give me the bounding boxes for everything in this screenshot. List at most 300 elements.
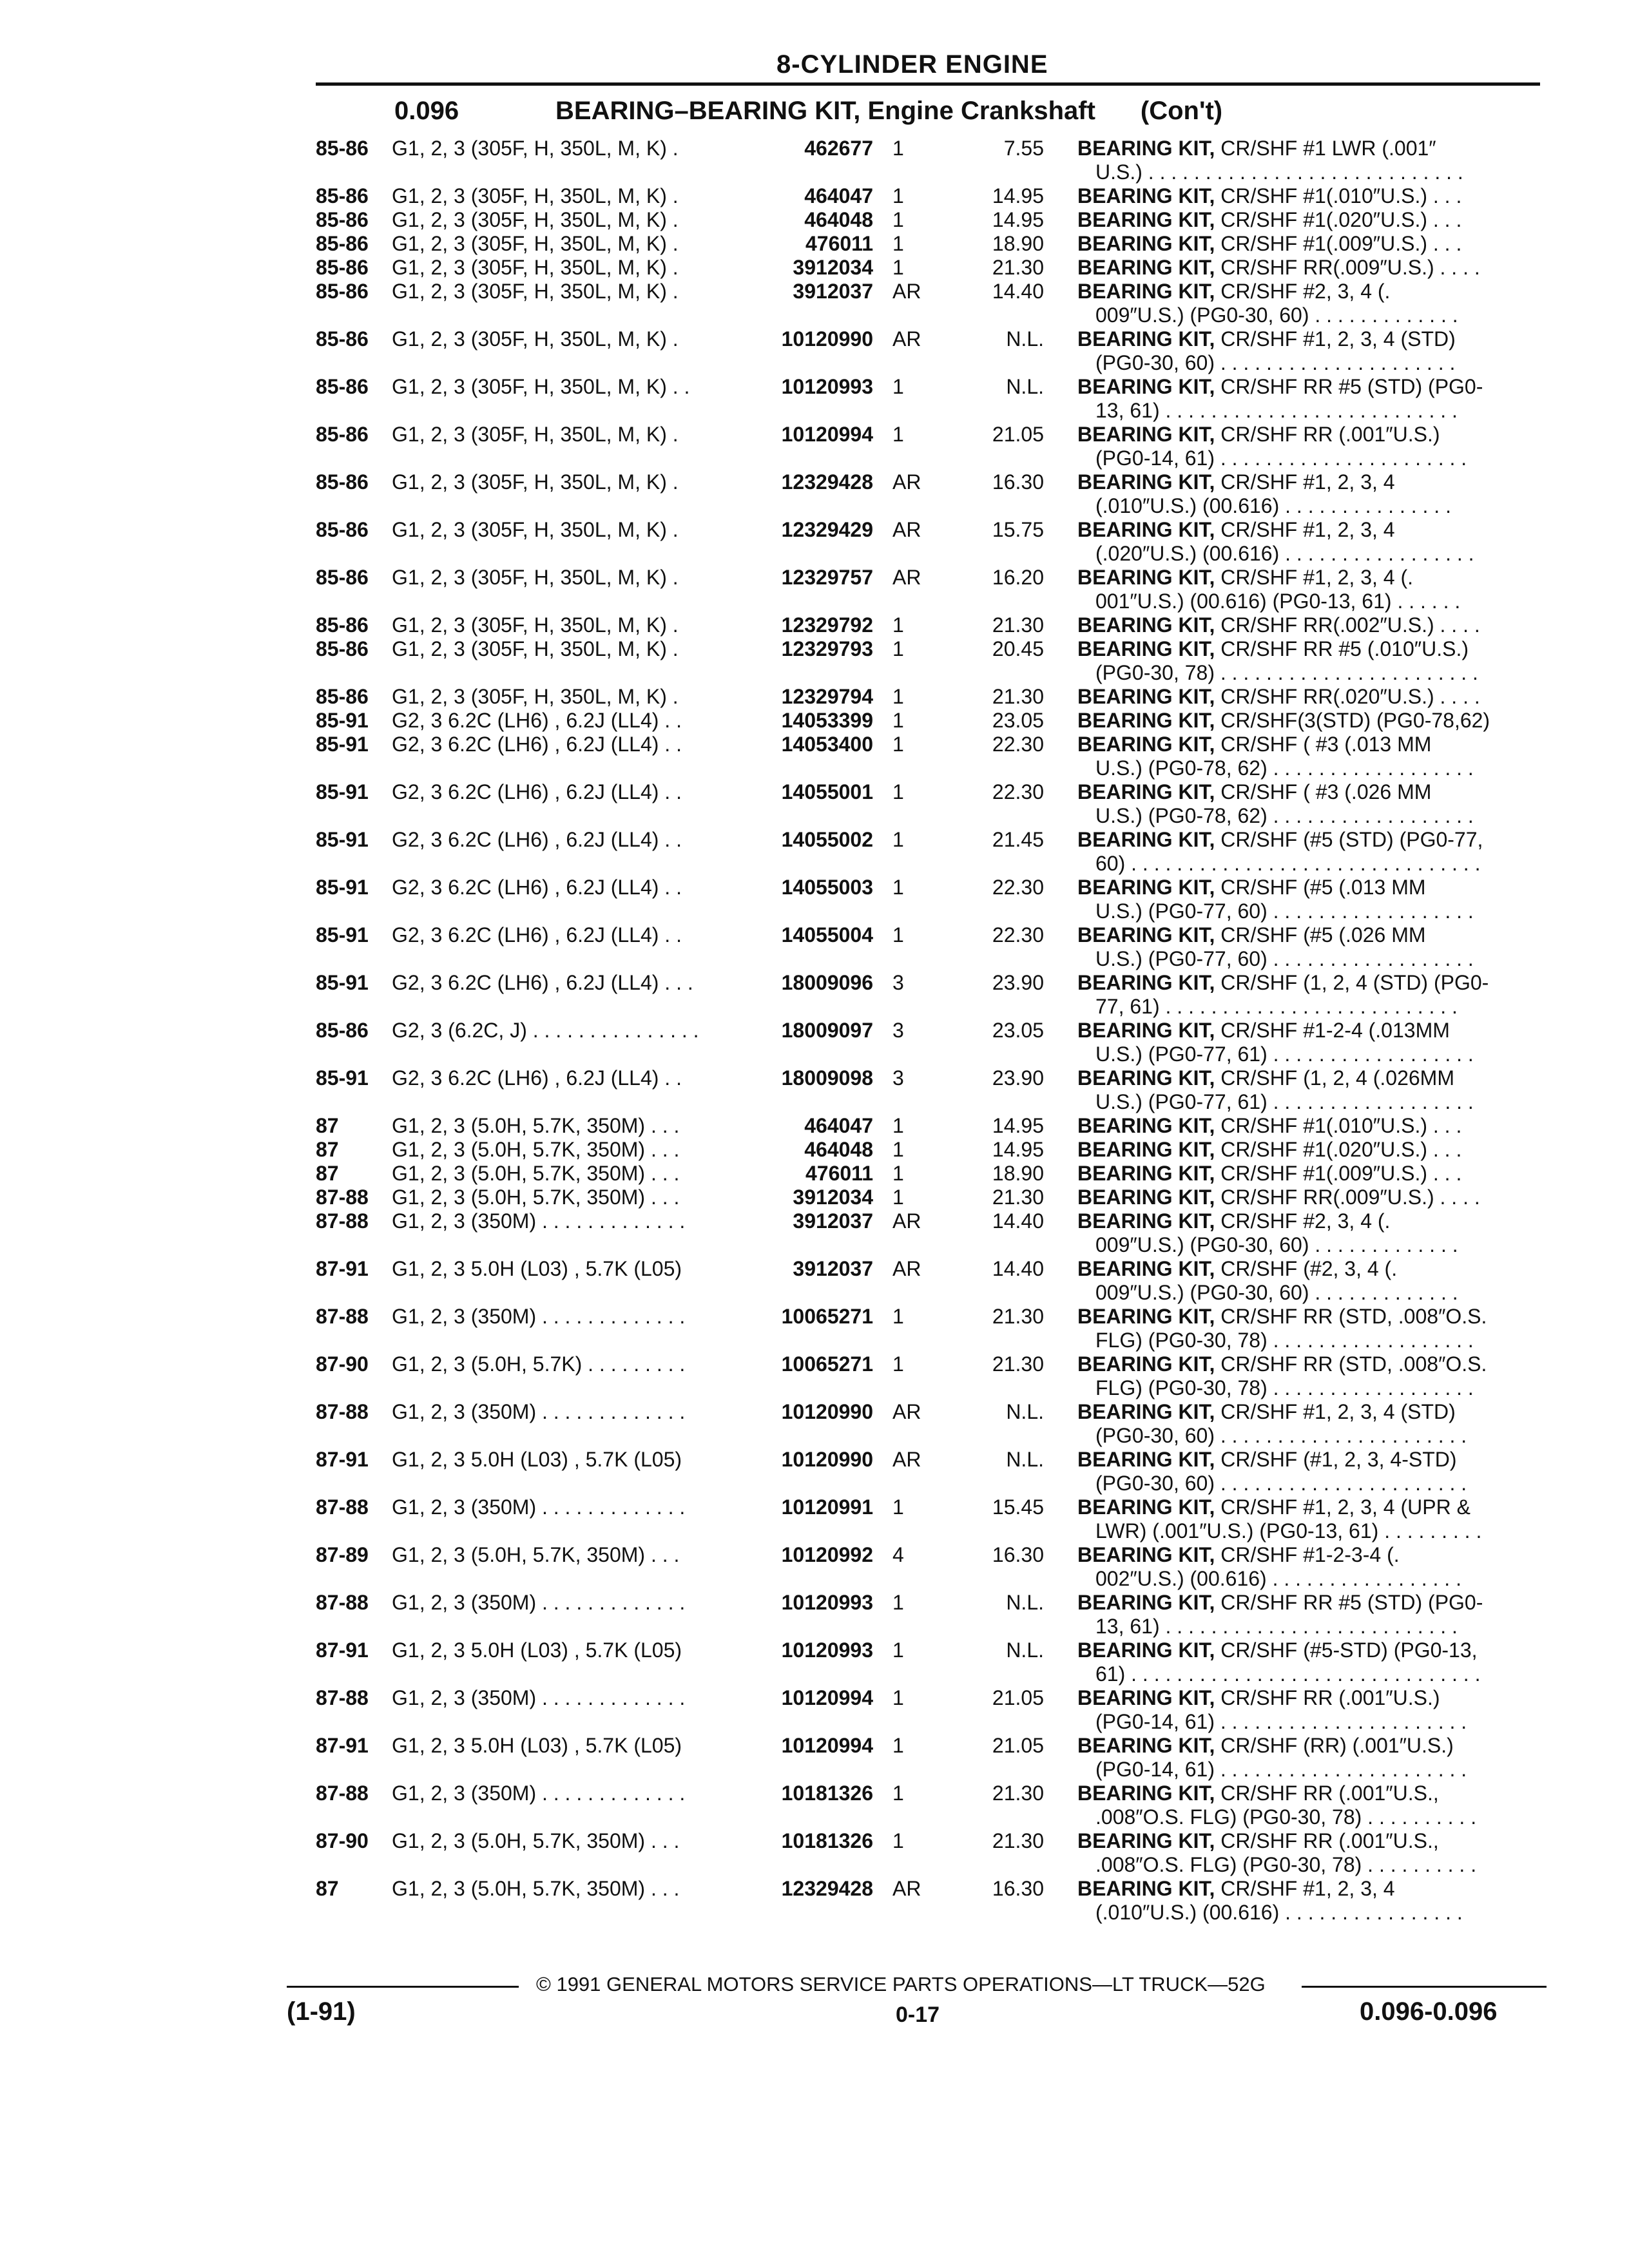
price-cell: 14.40 [992, 1209, 1044, 1233]
price-cell: 14.40 [992, 1257, 1044, 1280]
description-kind: BEARING KIT, [1077, 1639, 1215, 1662]
application-cell: G1, 2, 3 (5.0H, 5.7K, 350M) . . . [392, 1877, 680, 1900]
description-text: CR/SHF RR (.001″U.S.) [1220, 1686, 1440, 1709]
description-text: CR/SHF RR (.001″U.S., [1220, 1782, 1439, 1805]
application-cell: G1, 2, 3 (305F, H, 350L, M, K) . [392, 566, 679, 589]
description-text: CR/SHF RR(.009″U.S.) . . . . [1220, 256, 1480, 279]
price-cell: 16.30 [992, 1543, 1044, 1566]
application-cell: G1, 2, 3 (5.0H, 5.7K, 350M) . . . [392, 1162, 680, 1185]
description-continuation: 60) . . . . . . . . . . . . . . . . . . . . . . . . . . . . . . . [1095, 852, 1481, 875]
part-number-cell: 18009098 [781, 1066, 873, 1090]
part-number-cell: 12329793 [781, 637, 873, 660]
description-cell [1077, 1448, 1467, 1495]
year-cell: 85-91 [316, 709, 369, 732]
year-cell: 85-86 [316, 256, 369, 279]
copyright-notice: © 1991 GENERAL MOTORS SERVICE PARTS OPERATIONS—LT TRUCK—52G [536, 1973, 1266, 1995]
quantity-cell: 1 [892, 423, 904, 446]
year-cell: 87-88 [316, 1495, 369, 1519]
quantity-cell: 1 [892, 923, 904, 947]
year-cell: 85-86 [316, 470, 369, 494]
application-cell: G1, 2, 3 (5.0H, 5.7K, 350M) . . . [392, 1114, 680, 1137]
quantity-cell: AR [892, 1877, 921, 1900]
year-cell: 87-88 [316, 1686, 369, 1709]
part-number-cell: 3912034 [793, 256, 873, 279]
quantity-cell: 3 [892, 1066, 904, 1090]
description-cell [1077, 1114, 1461, 1138]
quantity-cell: 1 [892, 1829, 904, 1852]
description-text: CR/SHF #1 LWR (.001″ [1220, 137, 1436, 160]
price-cell: 7.55 [1003, 137, 1044, 160]
page-title: 8-CYLINDER ENGINE [776, 50, 1048, 79]
year-cell: 85-86 [316, 375, 369, 398]
part-number-cell: 3912037 [793, 1209, 873, 1233]
description-kind: BEARING KIT, [1077, 256, 1215, 279]
year-cell: 87-90 [316, 1352, 369, 1376]
application-cell: G1, 2, 3 (305F, H, 350L, M, K) . [392, 613, 679, 637]
description-kind: BEARING KIT, [1077, 923, 1215, 947]
description-text: CR/SHF #1(.020″U.S.) . . . [1220, 208, 1462, 231]
application-cell: G2, 3 6.2C (LH6) , 6.2J (LL4) . . [392, 923, 682, 947]
description-text: CR/SHF (#5 (.026 MM [1220, 923, 1426, 947]
description-text: CR/SHF (1, 2, 4 (.026MM [1220, 1066, 1454, 1090]
year-cell: 85-86 [316, 613, 369, 637]
part-number-cell: 12329794 [781, 685, 873, 708]
application-cell: G1, 2, 3 (305F, H, 350L, M, K) . [392, 184, 679, 207]
year-cell: 85-86 [316, 208, 369, 231]
part-number-cell: 10120994 [781, 423, 873, 446]
description-continuation: U.S.) (PG0-78, 62) . . . . . . . . . . . . . . . . . . [1095, 756, 1474, 780]
price-cell: 22.30 [992, 923, 1044, 947]
quantity-cell: 1 [892, 1495, 904, 1519]
description-text: CR/SHF #1, 2, 3, 4 (UPR & [1220, 1495, 1470, 1519]
description-kind: BEARING KIT, [1077, 1543, 1215, 1566]
year-cell: 85-86 [316, 137, 369, 160]
description-kind: BEARING KIT, [1077, 1257, 1215, 1280]
quantity-cell: AR [892, 566, 921, 589]
application-cell: G1, 2, 3 (305F, H, 350L, M, K) . [392, 327, 679, 351]
description-text: CR/SHF #1, 2, 3, 4 (STD) [1220, 327, 1456, 351]
description-cell [1077, 280, 1458, 327]
description-continuation: U.S.) . . . . . . . . . . . . . . . . . . . . . . . . . . . . [1095, 160, 1463, 184]
quantity-cell: AR [892, 518, 921, 541]
year-cell: 85-91 [316, 780, 369, 803]
description-text: CR/SHF RR #5 (STD) (PG0- [1220, 375, 1483, 398]
header-rule [316, 82, 1540, 86]
quantity-cell: 1 [892, 1305, 904, 1328]
application-cell: G1, 2, 3 (305F, H, 350L, M, K) . [392, 470, 679, 494]
price-cell: 14.95 [992, 184, 1044, 207]
price-cell: 20.45 [992, 637, 1044, 660]
quantity-cell: AR [892, 1448, 921, 1471]
price-cell: 23.05 [992, 709, 1044, 732]
price-cell: 15.45 [992, 1495, 1044, 1519]
part-number-cell: 14055002 [781, 828, 873, 851]
description-text: CR/SHF(3(STD) (PG0-78,62) [1220, 709, 1490, 732]
description-text: CR/SHF (RR) (.001″U.S.) [1220, 1734, 1454, 1757]
description-cell [1077, 971, 1489, 1019]
revision-date: (1-91) [287, 1997, 356, 2026]
description-continuation: U.S.) (PG0-78, 62) . . . . . . . . . . . . . . . . . . [1095, 804, 1474, 827]
part-number-cell: 3912034 [793, 1186, 873, 1209]
section-heading [394, 97, 1222, 126]
description-continuation: 13, 61) . . . . . . . . . . . . . . . . . . . . . . . . . . [1095, 1615, 1458, 1638]
year-cell: 87-88 [316, 1782, 369, 1805]
description-kind: BEARING KIT, [1077, 1448, 1215, 1471]
price-cell: 21.30 [992, 256, 1044, 279]
description-cell [1077, 1782, 1476, 1829]
description-kind: BEARING KIT, [1077, 208, 1215, 231]
price-cell: 21.45 [992, 828, 1044, 851]
quantity-cell: 1 [892, 1114, 904, 1137]
price-cell: 21.05 [992, 423, 1044, 446]
year-cell: 87-90 [316, 1829, 369, 1852]
description-text: CR/SHF ( #3 (.026 MM [1220, 780, 1432, 803]
description-continuation: (PG0-30, 60) . . . . . . . . . . . . . . . . . . . . . [1095, 351, 1456, 374]
description-cell [1077, 1209, 1458, 1257]
description-cell [1077, 685, 1480, 709]
part-number-cell: 10120993 [781, 1639, 873, 1662]
year-cell: 85-86 [316, 518, 369, 541]
description-cell [1077, 1543, 1461, 1591]
description-kind: BEARING KIT, [1077, 971, 1215, 994]
application-cell: G1, 2, 3 (5.0H, 5.7K, 350M) . . . [392, 1138, 680, 1161]
description-continuation: U.S.) (PG0-77, 60) . . . . . . . . . . . . . . . . . . [1095, 899, 1474, 923]
part-number-cell: 3912037 [793, 1257, 873, 1280]
quantity-cell: 1 [892, 1352, 904, 1376]
part-number-cell: 10120990 [781, 1448, 873, 1471]
year-cell: 85-91 [316, 923, 369, 947]
description-text: CR/SHF #1(.020″U.S.) . . . [1220, 1138, 1462, 1161]
year-cell: 87-91 [316, 1734, 369, 1757]
part-number-cell: 464048 [804, 1138, 873, 1161]
price-cell: 14.95 [992, 1114, 1044, 1137]
application-cell: G2, 3 (6.2C, J) . . . . . . . . . . . . . . . [392, 1019, 699, 1042]
quantity-cell: AR [892, 327, 921, 351]
price-cell: N.L. [1006, 1448, 1044, 1471]
description-kind: BEARING KIT, [1077, 1305, 1215, 1328]
description-cell [1077, 1877, 1463, 1925]
description-continuation: (PG0-14, 61) . . . . . . . . . . . . . . . . . . . . . . [1095, 1710, 1467, 1733]
description-kind: BEARING KIT, [1077, 1400, 1215, 1423]
year-cell: 85-86 [316, 232, 369, 255]
application-cell: G1, 2, 3 (5.0H, 5.7K, 350M) . . . [392, 1543, 680, 1566]
part-number-cell: 462677 [804, 137, 873, 160]
part-number-cell: 18009097 [781, 1019, 873, 1042]
description-cell [1077, 780, 1474, 828]
description-continuation: U.S.) (PG0-77, 60) . . . . . . . . . . . . . . . . . . [1095, 947, 1474, 970]
application-cell: G1, 2, 3 (305F, H, 350L, M, K) . [392, 637, 679, 660]
description-kind: BEARING KIT, [1077, 828, 1215, 851]
description-kind: BEARING KIT, [1077, 280, 1215, 303]
year-cell: 85-86 [316, 327, 369, 351]
price-cell: 21.30 [992, 685, 1044, 708]
description-kind: BEARING KIT, [1077, 1829, 1215, 1852]
part-number-cell: 3912037 [793, 280, 873, 303]
description-cell [1077, 1162, 1461, 1186]
description-cell [1077, 876, 1474, 923]
application-cell: G1, 2, 3 (305F, H, 350L, M, K) . [392, 685, 679, 708]
application-cell: G2, 3 6.2C (LH6) , 6.2J (LL4) . . [392, 780, 682, 803]
year-cell: 87-91 [316, 1448, 369, 1471]
description-continuation: (.010″U.S.) (00.616) . . . . . . . . . . . . . . . . [1095, 1901, 1463, 1924]
application-cell: G1, 2, 3 (305F, H, 350L, M, K) . [392, 518, 679, 541]
application-cell: G1, 2, 3 (350M) . . . . . . . . . . . . . [392, 1591, 686, 1614]
year-cell: 87-88 [316, 1400, 369, 1423]
description-cell [1077, 1019, 1474, 1066]
quantity-cell: 1 [892, 780, 904, 803]
description-cell [1077, 518, 1474, 566]
application-cell: G1, 2, 3 (305F, H, 350L, M, K) . [392, 137, 679, 160]
description-cell [1077, 1829, 1476, 1877]
year-cell: 85-91 [316, 971, 369, 994]
application-cell: G1, 2, 3 (305F, H, 350L, M, K) . . [392, 375, 690, 398]
price-cell: 22.30 [992, 733, 1044, 756]
description-kind: BEARING KIT, [1077, 733, 1215, 756]
description-text: CR/SHF RR(.002″U.S.) . . . . [1220, 613, 1480, 637]
part-number-cell: 14055003 [781, 876, 873, 899]
description-continuation: (PG0-30, 60) . . . . . . . . . . . . . . . . . . . . . . [1095, 1424, 1467, 1447]
description-text: CR/SHF #2, 3, 4 (. [1220, 280, 1391, 303]
part-number-cell: 10120993 [781, 1591, 873, 1614]
year-cell: 87-88 [316, 1209, 369, 1233]
application-cell: G1, 2, 3 5.0H (L03) , 5.7K (L05) [392, 1734, 682, 1757]
description-cell [1077, 1639, 1480, 1686]
description-text: CR/SHF #1, 2, 3, 4 [1220, 518, 1395, 541]
application-cell: G1, 2, 3 (350M) . . . . . . . . . . . . . [392, 1686, 686, 1709]
description-text: CR/SHF #1(.010″U.S.) . . . [1220, 184, 1462, 207]
quantity-cell: 1 [892, 1734, 904, 1757]
description-kind: BEARING KIT, [1077, 1734, 1215, 1757]
description-continuation: 61) . . . . . . . . . . . . . . . . . . . . . . . . . . . . . . . [1095, 1662, 1481, 1686]
application-cell: G1, 2, 3 5.0H (L03) , 5.7K (L05) [392, 1639, 682, 1662]
year-cell: 87-88 [316, 1305, 369, 1328]
year-cell: 85-86 [316, 280, 369, 303]
description-kind: BEARING KIT, [1077, 232, 1215, 255]
description-continuation: (PG0-30, 60) . . . . . . . . . . . . . . . . . . . . . . [1095, 1472, 1467, 1495]
description-text: CR/SHF RR (STD, .008″O.S. [1220, 1305, 1487, 1328]
part-number-cell: 464047 [804, 184, 873, 207]
application-cell: G1, 2, 3 (305F, H, 350L, M, K) . [392, 256, 679, 279]
description-kind: BEARING KIT, [1077, 423, 1215, 446]
description-kind: BEARING KIT, [1077, 685, 1215, 708]
price-cell: 23.05 [992, 1019, 1044, 1042]
section-title: BEARING–BEARING KIT, Engine Crankshaft [555, 97, 1095, 125]
description-text: CR/SHF (#5-STD) (PG0-13, [1220, 1639, 1478, 1662]
description-cell [1077, 828, 1483, 876]
application-cell: G1, 2, 3 (5.0H, 5.7K, 350M) . . . [392, 1829, 680, 1852]
description-kind: BEARING KIT, [1077, 1186, 1215, 1209]
description-text: CR/SHF (#5 (STD) (PG0-77, [1220, 828, 1483, 851]
description-cell [1077, 423, 1467, 470]
description-cell [1077, 923, 1474, 971]
price-cell: 22.30 [992, 876, 1044, 899]
year-cell: 87 [316, 1877, 339, 1900]
price-cell: 16.30 [992, 1877, 1044, 1900]
description-kind: BEARING KIT, [1077, 327, 1215, 351]
quantity-cell: AR [892, 1257, 921, 1280]
quantity-cell: 1 [892, 232, 904, 255]
description-cell [1077, 1257, 1458, 1305]
description-text: CR/SHF (#2, 3, 4 (. [1220, 1257, 1398, 1280]
application-cell: G2, 3 6.2C (LH6) , 6.2J (LL4) . . [392, 709, 682, 732]
quantity-cell: 1 [892, 137, 904, 160]
description-text: CR/SHF #1, 2, 3, 4 (. [1220, 566, 1413, 589]
description-text: CR/SHF RR(.020″U.S.) . . . . [1220, 685, 1480, 708]
description-text: CR/SHF (#5 (.013 MM [1220, 876, 1426, 899]
footer-rule-right [1302, 1986, 1547, 1988]
description-text: CR/SHF #1(.010″U.S.) . . . [1220, 1114, 1462, 1137]
description-cell [1077, 566, 1460, 613]
description-kind: BEARING KIT, [1077, 780, 1215, 803]
year-cell: 87-88 [316, 1591, 369, 1614]
description-cell [1077, 1305, 1487, 1352]
quantity-cell: 3 [892, 971, 904, 994]
description-kind: BEARING KIT, [1077, 1352, 1215, 1376]
description-cell [1077, 733, 1474, 780]
description-kind: BEARING KIT, [1077, 1138, 1215, 1161]
part-number-cell: 10181326 [781, 1782, 873, 1805]
quantity-cell: 1 [892, 1138, 904, 1161]
description-kind: BEARING KIT, [1077, 1019, 1215, 1042]
quantity-cell: AR [892, 470, 921, 494]
application-cell: G1, 2, 3 5.0H (L03) , 5.7K (L05) [392, 1448, 682, 1471]
part-number-cell: 12329428 [781, 470, 873, 494]
part-number-cell: 10120990 [781, 1400, 873, 1423]
description-kind: BEARING KIT, [1077, 1209, 1215, 1233]
description-continuation: 009″U.S.) (PG0-30, 60) . . . . . . . . . . . . . [1095, 303, 1458, 327]
part-number-cell: 12329757 [781, 566, 873, 589]
description-text: CR/SHF RR (.001″U.S.) [1220, 423, 1440, 446]
application-cell: G1, 2, 3 (305F, H, 350L, M, K) . [392, 232, 679, 255]
application-cell: G1, 2, 3 (350M) . . . . . . . . . . . . . [392, 1209, 686, 1233]
description-cell [1077, 1734, 1467, 1782]
year-cell: 85-86 [316, 637, 369, 660]
description-continuation: 009″U.S.) (PG0-30, 60) . . . . . . . . . . . . . [1095, 1233, 1458, 1256]
price-cell: N.L. [1006, 1591, 1044, 1614]
description-cell [1077, 375, 1483, 423]
description-kind: BEARING KIT, [1077, 613, 1215, 637]
year-cell: 85-86 [316, 566, 369, 589]
description-text: CR/SHF (#1, 2, 3, 4-STD) [1220, 1448, 1457, 1471]
description-cell [1077, 327, 1456, 375]
year-cell: 85-86 [316, 184, 369, 207]
part-number-cell: 476011 [805, 232, 873, 255]
description-continuation: (.020″U.S.) (00.616) . . . . . . . . . . . . . . . . . [1095, 542, 1474, 565]
description-continuation: FLG) (PG0-30, 78) . . . . . . . . . . . . . . . . . . [1095, 1376, 1474, 1399]
quantity-cell: AR [892, 1400, 921, 1423]
description-continuation: 009″U.S.) (PG0-30, 60) . . . . . . . . . . . . . [1095, 1281, 1458, 1304]
part-number-cell: 10065271 [781, 1305, 873, 1328]
description-continuation: .008″O.S. FLG) (PG0-30, 78) . . . . . . . . . . [1095, 1805, 1477, 1829]
description-cell [1077, 709, 1490, 733]
year-cell: 87 [316, 1162, 339, 1185]
description-text: CR/SHF #1(.009″U.S.) . . . [1220, 1162, 1462, 1185]
part-number-cell: 10120990 [781, 327, 873, 351]
description-kind: BEARING KIT, [1077, 1162, 1215, 1185]
quantity-cell: 1 [892, 709, 904, 732]
description-continuation: U.S.) (PG0-77, 61) . . . . . . . . . . . . . . . . . . [1095, 1043, 1474, 1066]
page-number: 0-17 [896, 2003, 940, 2027]
description-cell [1077, 470, 1451, 518]
description-kind: BEARING KIT, [1077, 1114, 1215, 1137]
description-kind: BEARING KIT, [1077, 518, 1215, 541]
part-number-cell: 10120994 [781, 1686, 873, 1709]
description-continuation: FLG) (PG0-30, 78) . . . . . . . . . . . . . . . . . . [1095, 1329, 1474, 1352]
application-cell: G1, 2, 3 (350M) . . . . . . . . . . . . . [392, 1495, 686, 1519]
description-continuation: (.010″U.S.) (00.616) . . . . . . . . . . . . . . . [1095, 494, 1451, 517]
footer-rule-left [287, 1986, 519, 1988]
price-cell: 21.30 [992, 1352, 1044, 1376]
quantity-cell: 1 [892, 375, 904, 398]
price-cell: 22.30 [992, 780, 1044, 803]
description-text: CR/SHF #1-2-4 (.013MM [1220, 1019, 1450, 1042]
description-continuation: 13, 61) . . . . . . . . . . . . . . . . . . . . . . . . . . [1095, 399, 1458, 422]
description-text: CR/SHF RR(.009″U.S.) . . . . [1220, 1186, 1480, 1209]
description-kind: BEARING KIT, [1077, 375, 1215, 398]
description-continuation: (PG0-14, 61) . . . . . . . . . . . . . . . . . . . . . . [1095, 447, 1467, 470]
quantity-cell: 1 [892, 256, 904, 279]
description-cell [1077, 1352, 1487, 1400]
quantity-cell: 1 [892, 733, 904, 756]
description-kind: BEARING KIT, [1077, 1066, 1215, 1090]
description-continuation: LWR) (.001″U.S.) (PG0-13, 61) . . . . . . . . . [1095, 1519, 1482, 1542]
description-cell [1077, 1400, 1467, 1448]
quantity-cell: 1 [892, 1186, 904, 1209]
price-cell: 16.30 [992, 470, 1044, 494]
price-cell: 21.30 [992, 1829, 1044, 1852]
description-text: CR/SHF #2, 3, 4 (. [1220, 1209, 1391, 1233]
description-kind: BEARING KIT, [1077, 637, 1215, 660]
year-cell: 85-86 [316, 685, 369, 708]
description-text: CR/SHF ( #3 (.013 MM [1220, 733, 1432, 756]
year-cell: 87-91 [316, 1257, 369, 1280]
part-number-cell: 10065271 [781, 1352, 873, 1376]
description-text: CR/SHF RR (STD, .008″O.S. [1220, 1352, 1487, 1376]
description-cell [1077, 1066, 1474, 1114]
quantity-cell: 4 [892, 1543, 904, 1566]
price-cell: N.L. [1006, 327, 1044, 351]
price-cell: 18.90 [992, 232, 1044, 255]
description-kind: BEARING KIT, [1077, 566, 1215, 589]
description-text: CR/SHF #1(.009″U.S.) . . . [1220, 232, 1462, 255]
part-number-cell: 12329792 [781, 613, 873, 637]
price-cell: 21.30 [992, 613, 1044, 637]
quantity-cell: 1 [892, 685, 904, 708]
application-cell: G2, 3 6.2C (LH6) , 6.2J (LL4) . . [392, 828, 682, 851]
quantity-cell: 1 [892, 1162, 904, 1185]
price-cell: 23.90 [992, 1066, 1044, 1090]
part-number-cell: 10120991 [781, 1495, 873, 1519]
price-cell: 21.30 [992, 1782, 1044, 1805]
description-cell [1077, 1495, 1481, 1543]
section-continued: (Con't) [1140, 97, 1223, 125]
year-cell: 85-91 [316, 828, 369, 851]
application-cell: G1, 2, 3 (305F, H, 350L, M, K) . [392, 423, 679, 446]
description-cell [1077, 137, 1463, 184]
quantity-cell: 3 [892, 1019, 904, 1042]
part-number-cell: 10120992 [781, 1543, 873, 1566]
price-cell: 21.30 [992, 1305, 1044, 1328]
part-number-cell: 14053399 [781, 709, 873, 732]
quantity-cell: 1 [892, 1639, 904, 1662]
quantity-cell: 1 [892, 208, 904, 231]
description-continuation: U.S.) (PG0-77, 61) . . . . . . . . . . . . . . . . . . [1095, 1090, 1474, 1113]
year-cell: 85-86 [316, 423, 369, 446]
price-cell: 18.90 [992, 1162, 1044, 1185]
application-cell: G1, 2, 3 (305F, H, 350L, M, K) . [392, 208, 679, 231]
year-cell: 85-91 [316, 1066, 369, 1090]
description-cell [1077, 184, 1461, 208]
